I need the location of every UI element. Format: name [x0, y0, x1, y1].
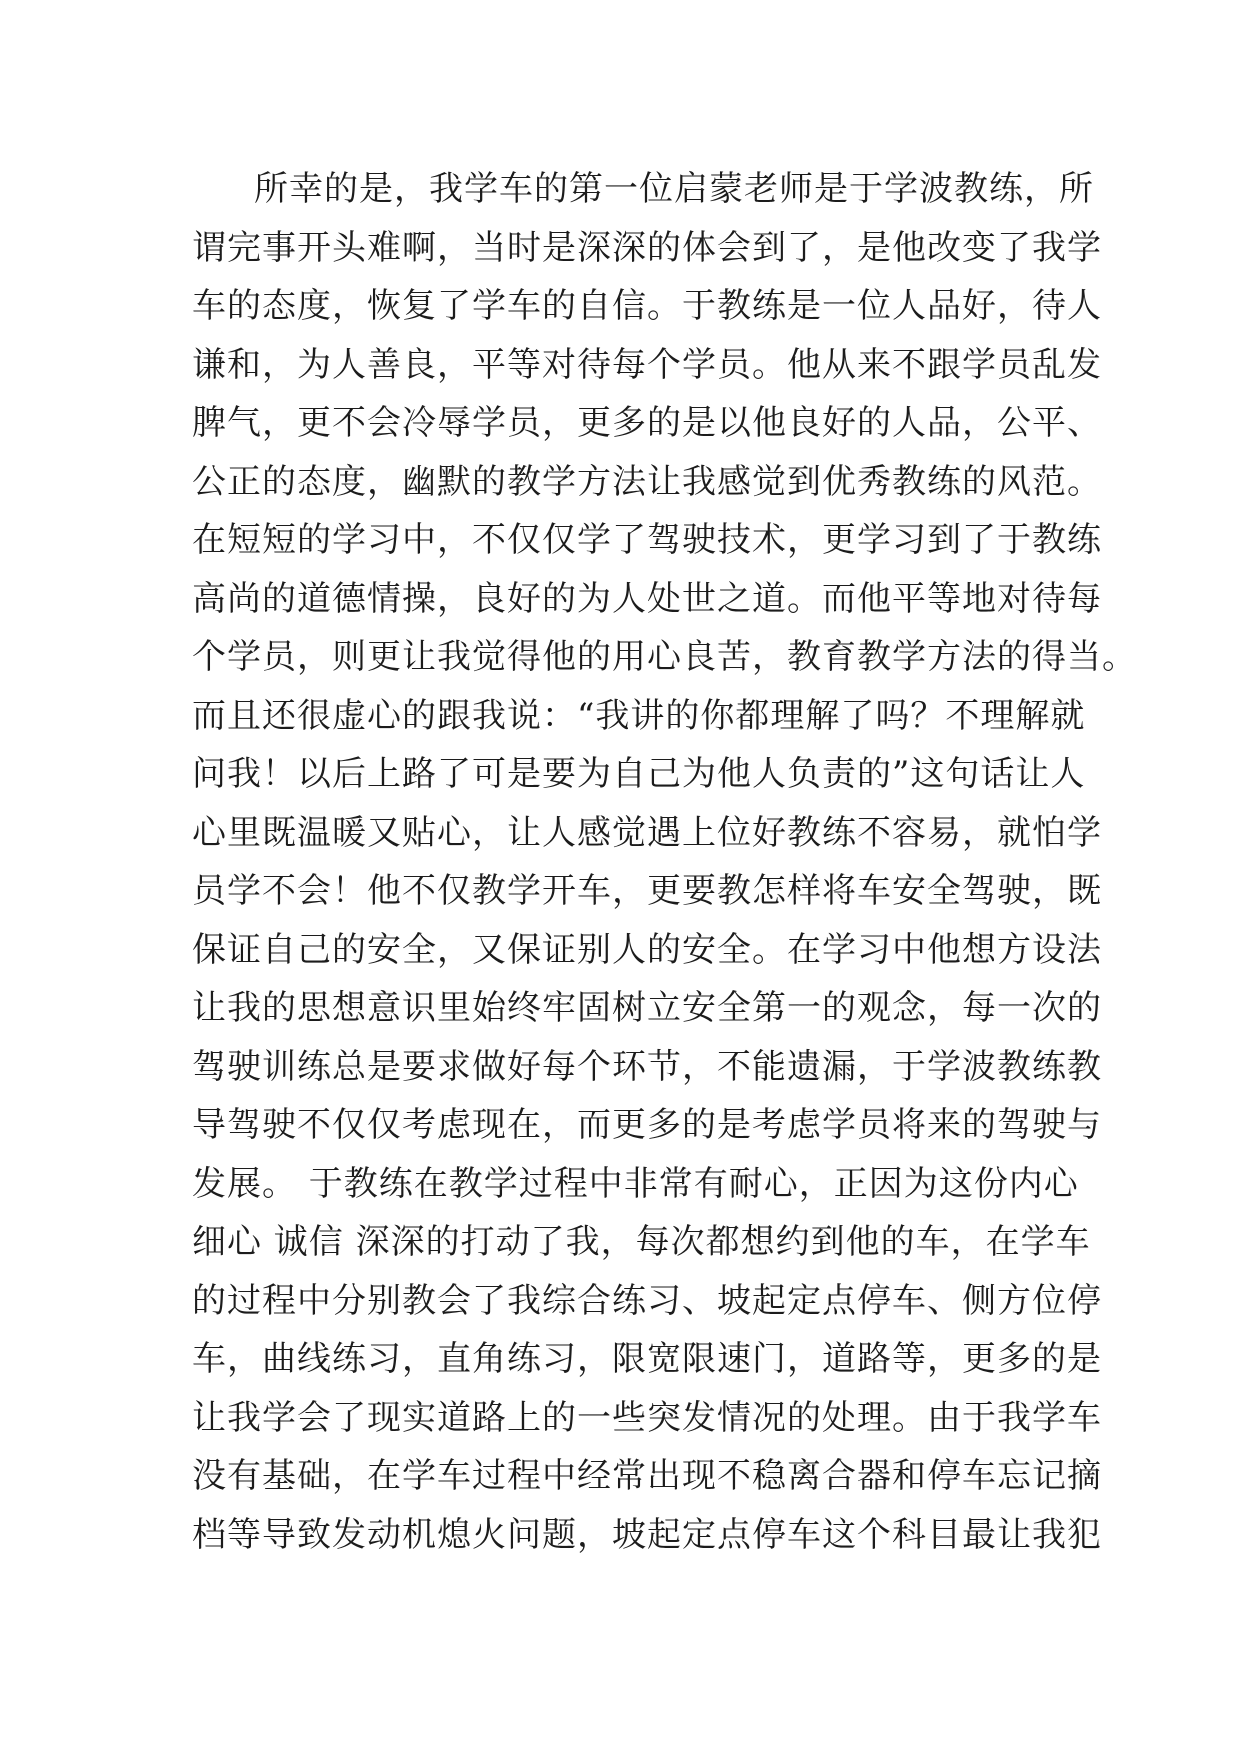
text-line: 让我学会了现实道路上的一些突发情况的处理。由于我学车 — [192, 1397, 1102, 1438]
text-line: 所幸的是，我学车的第一位启蒙老师是于学波教练，所 — [254, 169, 1094, 209]
text-line: 细心 诚信 深深的打动了我，每次都想约到他的车，在学车 — [192, 1222, 1091, 1262]
text-line: 谓完事开头难啊，当时是深深的体会到了，是他改变了我学 — [192, 227, 1102, 268]
text-line: 车的态度，恢复了学车的自信。于教练是一位人品好，待人 — [192, 286, 1102, 326]
text-line: 没有基础，在学车过程中经常出现不稳离合器和停车忘记摘 — [192, 1456, 1102, 1496]
text-line: 而且还很虚心的跟我说：“我讲的你都理解了吗？不理解就 — [192, 695, 1086, 736]
text-line: 个学员，则更让我觉得他的用心良苦，教育教学方法的得当。 — [192, 637, 1137, 677]
text-line: 让我的思想意识里始终牢固树立安全第一的观念，每一次的 — [192, 988, 1102, 1028]
text-line: 车，曲线练习，直角练习，限宽限速门，道路等，更多的是 — [192, 1339, 1102, 1379]
text-line: 公正的态度，幽默的教学方法让我感觉到优秀教练的风范。 — [192, 461, 1102, 502]
text-line: 在短短的学习中，不仅仅学了驾驶技术，更学习到了于教练 — [192, 520, 1102, 560]
text-line: 保证自己的安全，又保证别人的安全。在学习中他想方设法 — [192, 929, 1102, 970]
text-line: 导驾驶不仅仅考虑现在，而更多的是考虑学员将来的驾驶与 — [192, 1105, 1102, 1145]
text-line: 脾气，更不会冷辱学员，更多的是以他良好的人品，公平、 — [192, 403, 1102, 443]
text-line: 问我！以后上路了可是要为自己为他人负责的”这句话让人 — [192, 754, 1086, 794]
text-line: 员学不会！他不仅教学开车，更要教怎样将车安全驾驶，既 — [192, 871, 1102, 911]
text-line: 的过程中分别教会了我综合练习、坡起定点停车、侧方位停 — [192, 1280, 1102, 1321]
body-paragraph — [192, 160, 1137, 1564]
text-line: 驾驶训练总是要求做好每个环节，不能遗漏，于学波教练教 — [192, 1046, 1102, 1087]
text-line: 档等导致发动机熄火问题，坡起定点停车这个科目最让我犯 — [192, 1514, 1102, 1555]
text-line: 心里既温暖又贴心，让人感觉遇上位好教练不容易，就怕学 — [192, 812, 1102, 853]
text-line: 谦和，为人善良，平等对待每个学员。他从来不跟学员乱发 — [192, 344, 1102, 385]
text-line: 发展。 于教练在教学过程中非常有耐心，正因为这份内心 — [192, 1163, 1079, 1204]
text-line: 高尚的道德情操，良好的为人处世之道。而他平等地对待每 — [192, 578, 1102, 619]
